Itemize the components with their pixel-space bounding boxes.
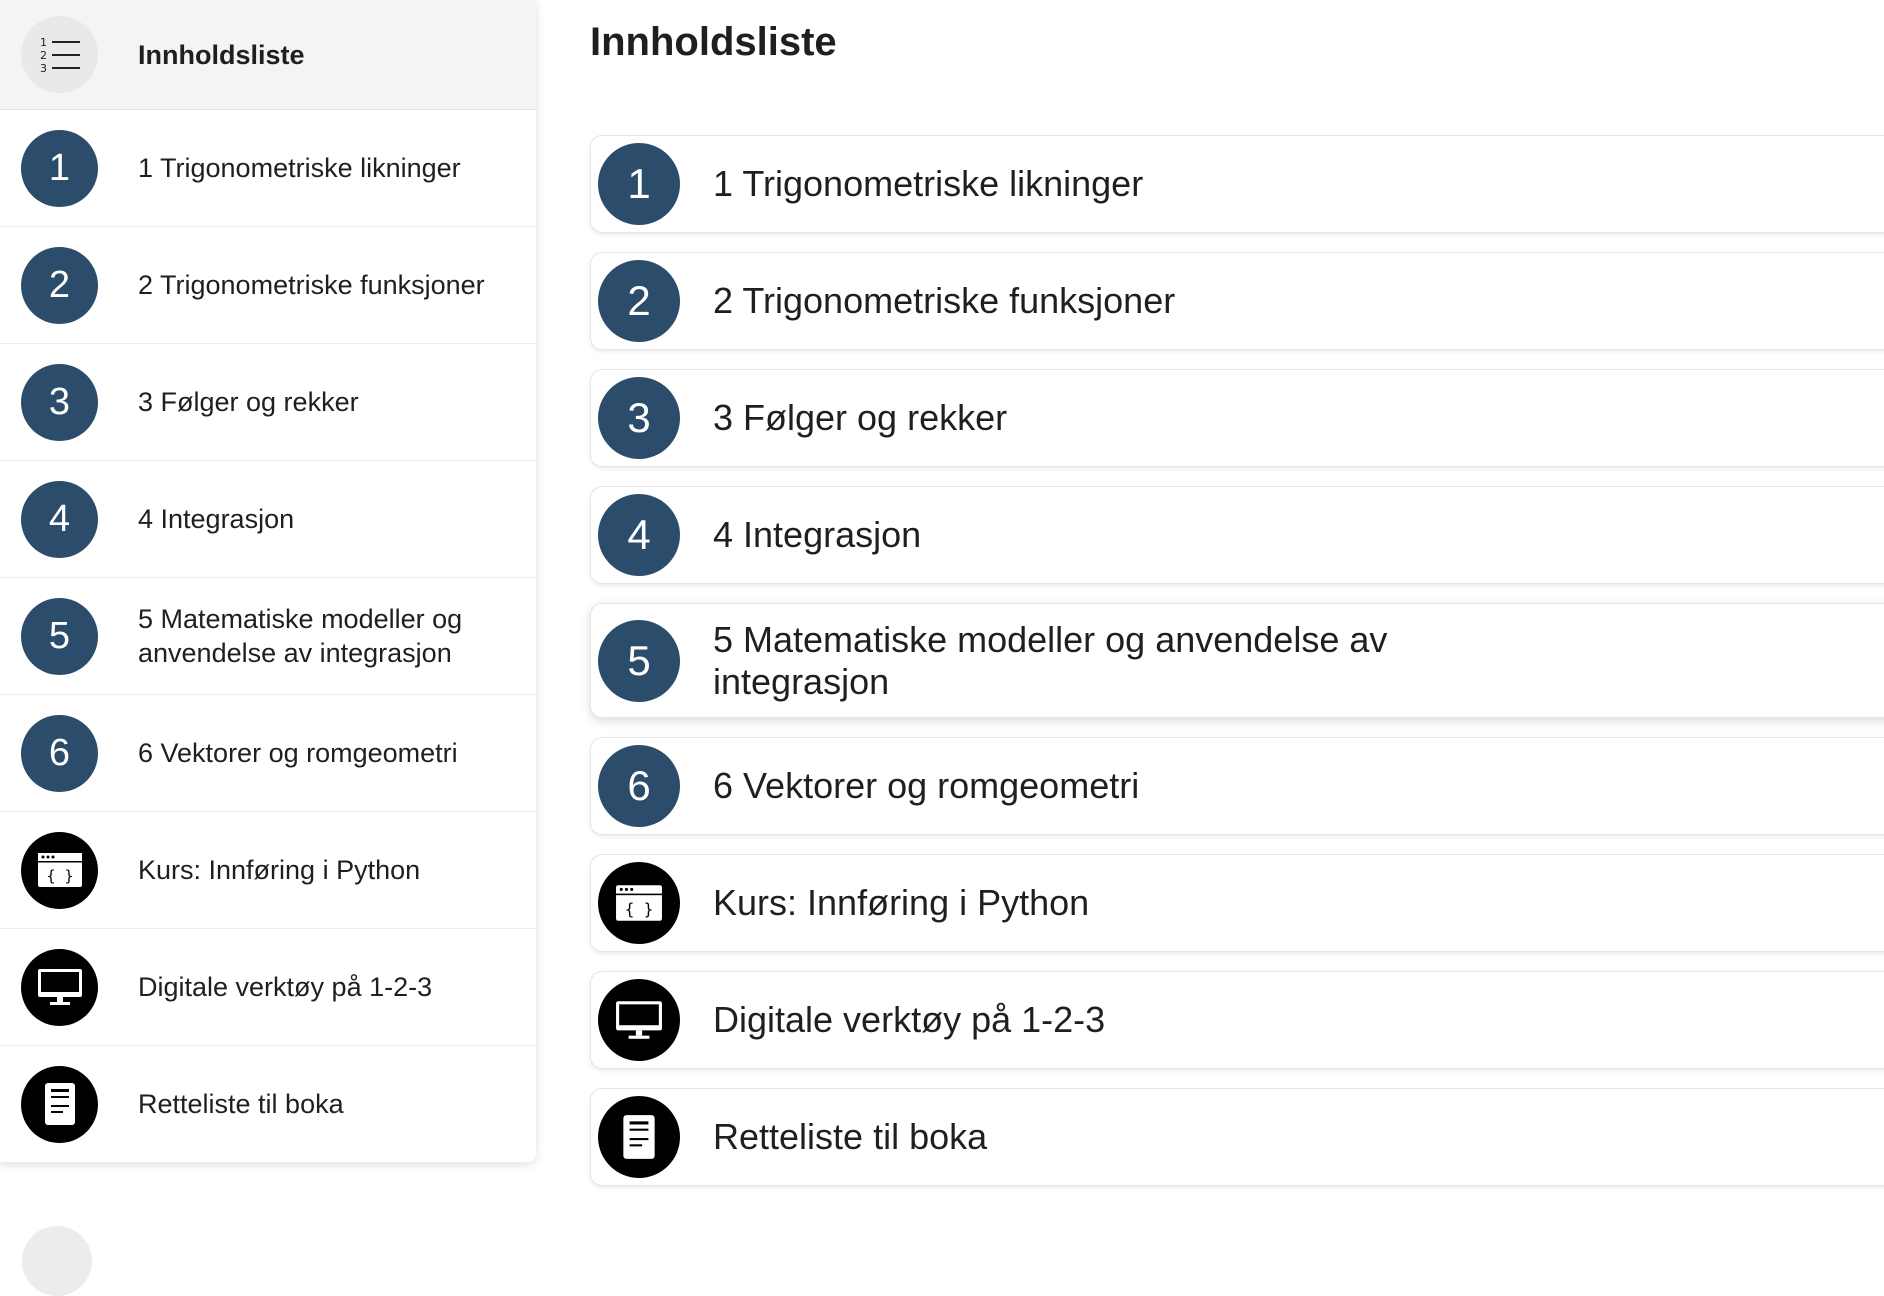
digital-tools-card[interactable] — [590, 971, 1884, 1069]
code-window-icon — [598, 862, 680, 944]
chapter-number-badge: 2 — [21, 247, 98, 324]
svg-text:3: 3 — [39, 61, 47, 75]
svg-text:{ }: { } — [45, 867, 74, 885]
partial-circle-button[interactable] — [22, 1226, 92, 1296]
sidebar-item-chapter-2[interactable] — [0, 227, 536, 344]
sidebar-item-errata[interactable] — [0, 1046, 536, 1163]
chapter-card-label: Retteliste til boka — [713, 1116, 988, 1157]
chapter-card-label: 2 Trigonometriske funksjoner — [713, 280, 1176, 321]
svg-text:{ }: { } — [624, 899, 654, 919]
sidebar-item-chapter-1[interactable] — [0, 110, 536, 227]
code-window-icon — [21, 832, 98, 909]
monitor-icon — [21, 949, 98, 1026]
chapter-card-label: Kurs: Innføring i Python — [713, 882, 1090, 923]
sidebar-item-label: 6 Vektorer og romgeometri — [138, 738, 458, 768]
chapter-card-5[interactable] — [590, 603, 1884, 718]
chapter-number-badge: 4 — [598, 494, 680, 576]
numbered-list-icon — [21, 16, 98, 93]
svg-text:1: 1 — [39, 35, 47, 49]
chapter-card-label: 6 Vektorer og romgeometri — [713, 765, 1140, 806]
errata-card[interactable] — [590, 1088, 1884, 1186]
document-icon — [598, 1096, 680, 1178]
sidebar-item-chapter-6[interactable] — [0, 695, 536, 812]
chapter-number-badge: 6 — [21, 715, 98, 792]
sidebar-item-chapter-5[interactable] — [0, 578, 536, 695]
chapter-card-label: 4 Integrasjon — [713, 514, 922, 555]
chapter-card-label: Digitale verktøy på 1-2-3 — [713, 999, 1106, 1040]
sidebar-item-label: 3 Følger og rekker — [138, 387, 359, 417]
chapter-card-3[interactable] — [590, 369, 1884, 467]
sidebar-item-label: 1 Trigonometriske likninger — [138, 153, 461, 183]
svg-text:2: 2 — [39, 48, 47, 62]
chapter-card-label: 5 Matematiske modeller og anvendelse av integrasjon — [713, 618, 1388, 702]
monitor-icon — [598, 979, 680, 1061]
chapter-number-badge: 1 — [598, 143, 680, 225]
chapter-card-label: 3 Følger og rekker — [713, 397, 1008, 438]
chapter-card-4[interactable] — [590, 486, 1884, 584]
chapter-number-badge: 4 — [21, 481, 98, 558]
chapter-number-badge: 3 — [598, 377, 680, 459]
chapter-card-2[interactable] — [590, 252, 1884, 350]
chapter-card-6[interactable] — [590, 737, 1884, 835]
sidebar-item-chapter-4[interactable] — [0, 461, 536, 578]
sidebar — [0, 0, 536, 1163]
chapter-number-badge: 5 — [21, 598, 98, 675]
chapter-number-badge: 3 — [21, 364, 98, 441]
sidebar-item-label: Kurs: Innføring i Python — [138, 855, 421, 885]
chapter-number-badge: 2 — [598, 260, 680, 342]
sidebar-item-label: 4 Integrasjon — [138, 504, 295, 534]
sidebar-item-digital-tools[interactable] — [0, 929, 536, 1046]
chapter-number-badge: 5 — [598, 620, 680, 702]
chapter-number-badge: 1 — [21, 130, 98, 207]
sidebar-item-label: Digitale verktøy på 1-2-3 — [138, 972, 433, 1002]
sidebar-item-chapter-3[interactable] — [0, 344, 536, 461]
chapter-card-1[interactable] — [590, 135, 1884, 233]
page-title: Innholdsliste — [590, 20, 837, 64]
sidebar-header[interactable] — [0, 0, 536, 110]
sidebar-item-label: 5 Matematiske modeller og anvendelse av integrasjon — [138, 604, 463, 668]
chapter-card-label: 1 Trigonometriske likninger — [713, 163, 1144, 204]
sidebar-item-label: 2 Trigonometriske funksjoner — [138, 270, 485, 300]
document-icon — [21, 1066, 98, 1143]
sidebar-header-label: Innholdsliste — [138, 39, 305, 70]
python-course-card[interactable] — [590, 854, 1884, 952]
chapter-number-badge: 6 — [598, 745, 680, 827]
sidebar-item-label: Retteliste til boka — [138, 1089, 344, 1119]
sidebar-item-python-course[interactable] — [0, 812, 536, 929]
chapter-list — [590, 135, 1884, 1205]
